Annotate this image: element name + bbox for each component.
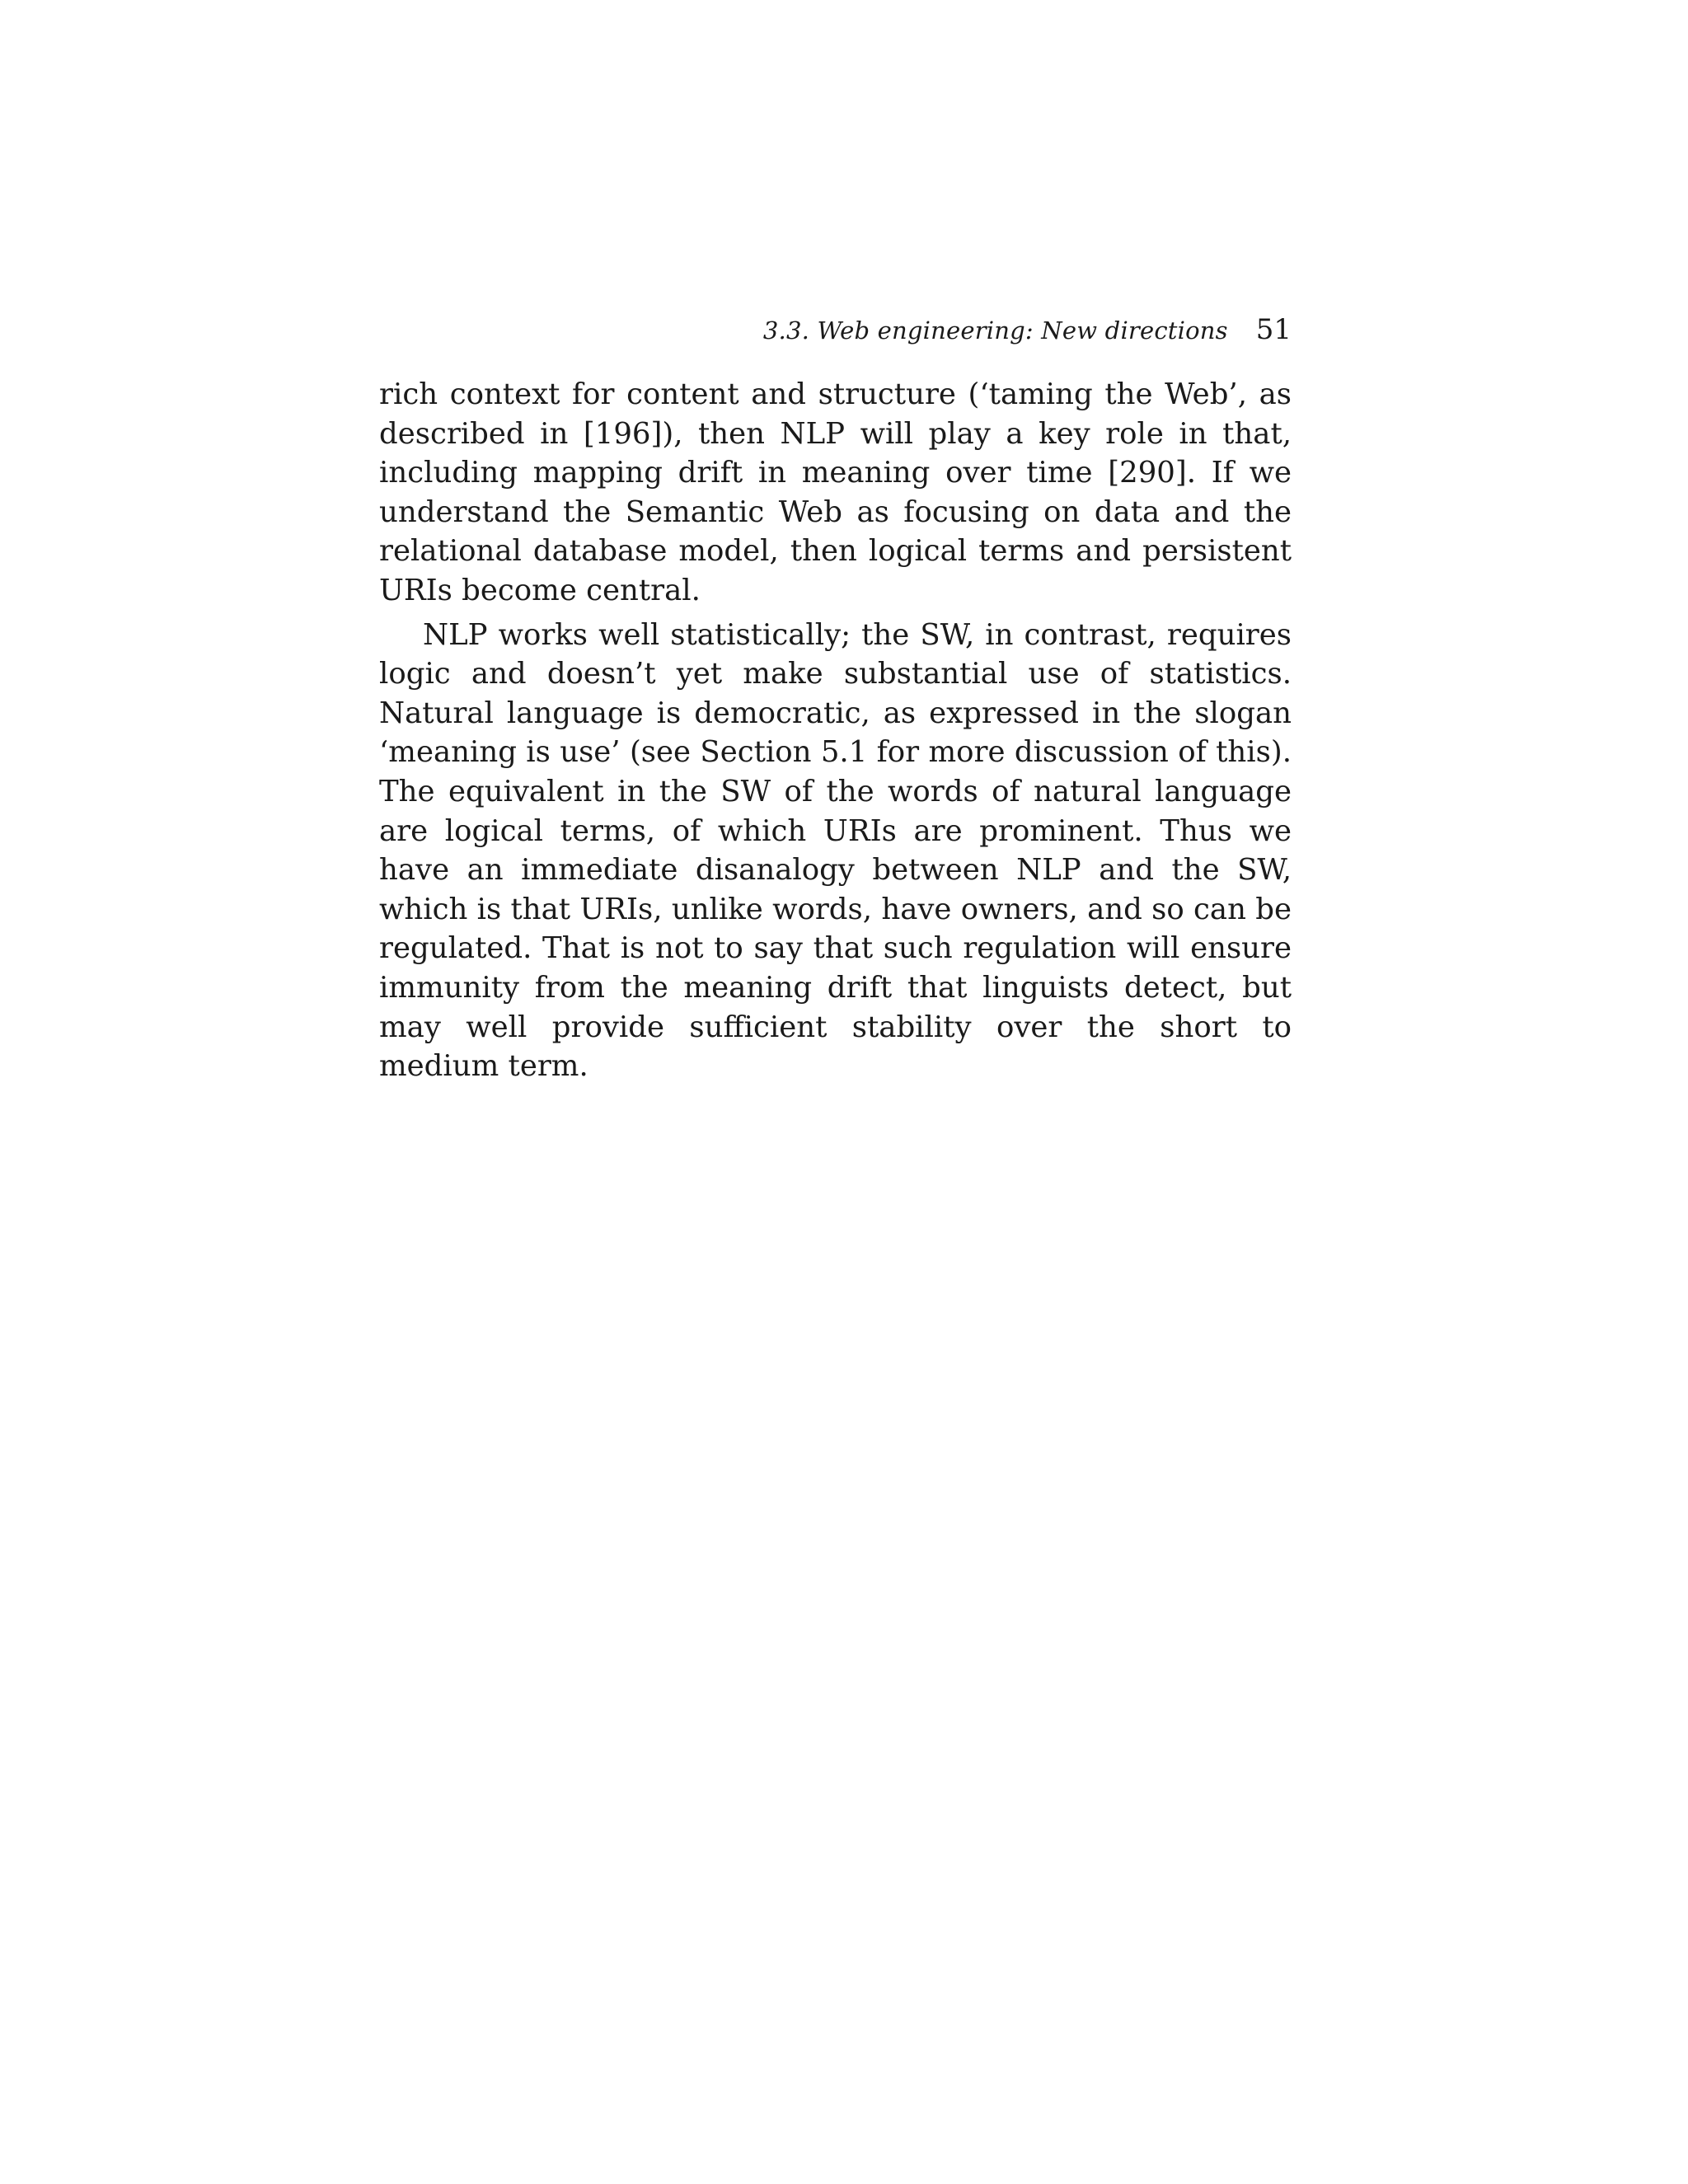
paragraph-nlp-vs-sw: NLP works well statistically; the SW, in contrast, requires logic and doesn’t yet make substantial use of statistics. Natural language is democratic, as expressed in the slogan ‘meaning is use’ (see Section 5.1 for more discussion of this). The equivalent in the SW of the words of natural language are logical terms, of which URIs are prominent. Thus we have an immediate disanalogy between NLP and the SW, which is that URIs, unlike words, have owners, and so can be regulated. That is not to say that such regulation will ensure immunity from the meaning drift that linguists detect, but may well provide sufficient stability over the short to medium term. — [379, 617, 1292, 1084]
body-text — [379, 375, 1292, 1086]
page-number: 51 — [1255, 313, 1292, 346]
paragraph-continued: rich context for content and structure (‘taming the Web’, as described in [196]), then NLP will play a key role in that, including mapping drift in meaning over time [290]. If we understand the Semantic Web as focusing on data and the relational database model, then logical terms and persistent URIs become central. — [379, 377, 1292, 607]
running-head — [379, 313, 1292, 353]
section-title: 3.3. Web engineering: New directions — [762, 316, 1228, 344]
